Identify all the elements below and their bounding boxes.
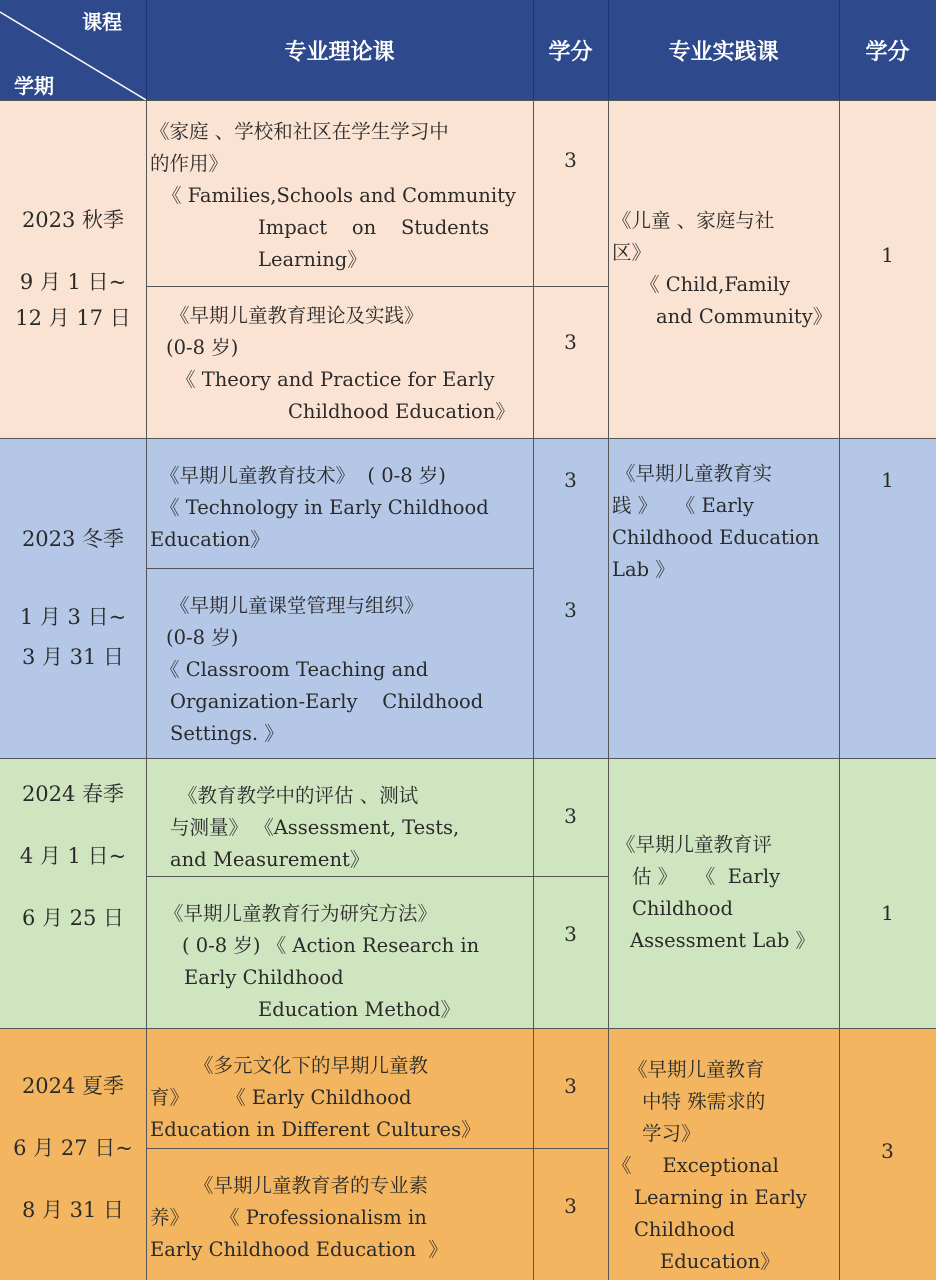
course-line: Early Childhood Education 》 [150,1238,448,1261]
course-line: Settings. 》 [170,722,284,745]
grid-line [146,1148,608,1149]
practice-credit: 1 [881,901,894,925]
grid-line [839,100,840,1280]
practice-credit: 3 [881,1139,894,1163]
term-start: 1 月 3 日~ [19,605,127,629]
course-line: Education Method》 [258,998,461,1021]
practice-line: Lab 》 [612,558,675,581]
course-line: 《家庭 、学校和社区在学生学习中 [150,120,449,143]
header-divider [533,0,534,100]
header-practice: 专业实践课 [608,0,839,100]
course-credit: 3 [564,330,577,354]
grid-line [146,568,533,569]
practice-line: Assessment Lab 》 [630,929,816,952]
course-credit: 3 [564,804,577,828]
course-line: 《多元文化下的早期儿童教 [194,1054,429,1077]
course-line: Learning》 [258,248,367,271]
course-line: 《 Theory and Practice for Early [176,368,495,391]
practice-line: Education》 [660,1250,780,1273]
corner-term-label: 学期 [14,74,54,98]
term-season: 2024 夏季 [21,1074,125,1098]
term-start: 4 月 1 日~ [19,844,127,868]
course-cell [146,460,533,568]
course-cell [146,898,533,1028]
grid-line [146,286,608,287]
practice-line: 区》 [612,241,652,264]
grid-line [0,758,936,759]
practice-credit: 1 [881,243,894,267]
term-end: 12 月 17 日 [15,306,131,330]
course-line: 《早期儿童教育技术》 ( 0-8 岁) [160,464,446,487]
course-line: (0-8 岁) [166,626,239,649]
grid-line [608,100,609,1280]
term-label [0,438,146,758]
practice-line: 践 》 《 Early [612,494,754,517]
course-credit: 3 [564,1074,577,1098]
course-line: 养》 《 Professionalism in [150,1206,427,1229]
course-line: Education in Different Cultures》 [150,1118,481,1141]
term-label [0,1028,146,1280]
practice-cell [608,100,839,438]
course-line: 《 Families,Schools and Community [162,184,516,207]
term-start: 6 月 27 日~ [13,1136,133,1160]
header-divider [839,0,840,100]
practice-line: 估 》 《 Early [632,865,781,888]
course-credit: 3 [564,468,577,492]
header-divider [146,0,147,100]
course-credit: 3 [564,922,577,946]
practice-line: 《儿童 、家庭与社 [612,209,775,232]
header-theory: 专业理论课 [146,0,533,100]
course-line: and Measurement》 [170,848,370,871]
course-cell [146,300,533,438]
course-line: 育》 《 Early Childhood [150,1086,412,1109]
course-cell [146,1050,533,1148]
course-credit: 3 [564,598,577,622]
term-start: 9 月 1 日~ [19,270,127,294]
grid-line [146,876,608,877]
term-label [0,100,146,438]
term-label [0,758,146,1028]
course-line: Childhood Education》 [288,400,515,423]
course-line: 《教育教学中的评估 、测试 [178,784,419,807]
practice-cell [608,1054,839,1280]
course-line: Early Childhood [184,966,344,989]
course-line: Impact on Students [258,216,490,239]
grid-line [0,100,936,101]
term-season: 2023 冬季 [21,527,125,551]
course-line: 《早期儿童教育者的专业素 [194,1174,429,1197]
header-corner [0,0,146,100]
header-divider [608,0,609,100]
course-line: 《 Technology in Early Childhood [160,496,489,519]
course-cell [146,116,533,286]
term-season: 2023 秋季 [21,208,125,232]
course-line: 《早期儿童课堂管理与组织》 [170,594,424,617]
course-line: 《早期儿童教育理论及实践》 [170,304,424,327]
practice-line: Childhood [634,1218,735,1241]
grid-line [0,438,936,439]
practice-line: 《早期儿童教育 [628,1058,765,1081]
course-line: 的作用》 [150,152,229,175]
practice-cell [608,458,839,598]
course-line: Organization-Early Childhood [170,690,484,713]
practice-credit: 1 [881,468,894,492]
course-line: Education》 [150,528,270,551]
course-line: ( 0-8 岁) 《 Action Research in [182,934,480,957]
practice-line: Learning in Early [634,1186,807,1209]
course-cell [146,780,533,876]
term-season: 2024 春季 [21,782,125,806]
course-line: 与测量》 《Assessment, Tests, [170,816,460,839]
header-credit-2: 学分 [839,0,936,100]
practice-line: and Community》 [656,305,833,328]
practice-line: 中特 殊需求的 [642,1090,766,1113]
practice-line: 《 Child,Family [640,273,791,296]
practice-line: Childhood Education [612,526,820,549]
course-cell [146,590,533,758]
term-end: 8 月 31 日 [21,1198,125,1222]
practice-line: 《 Exceptional [612,1154,779,1177]
grid-line [0,1028,936,1029]
course-credit: 3 [564,148,577,172]
course-line: 《 Classroom Teaching and [160,658,429,681]
term-end: 3 月 31 日 [21,645,125,669]
course-cell [146,1170,533,1280]
practice-line: 《早期儿童教育评 [616,833,773,856]
corner-course-label: 课程 [82,10,122,34]
term-end: 6 月 25 日 [21,906,125,930]
practice-line: Childhood [632,897,733,920]
course-line: (0-8 岁) [166,336,239,359]
course-credit: 3 [564,1194,577,1218]
header-credit: 学分 [533,0,608,100]
course-line: 《早期儿童教育行为研究方法》 [164,902,438,925]
practice-line: 《早期儿童教育实 [616,462,773,485]
grid-line [533,100,534,1280]
grid-line [146,100,147,1280]
practice-line: 学习》 [642,1122,701,1145]
practice-cell [608,758,839,1028]
